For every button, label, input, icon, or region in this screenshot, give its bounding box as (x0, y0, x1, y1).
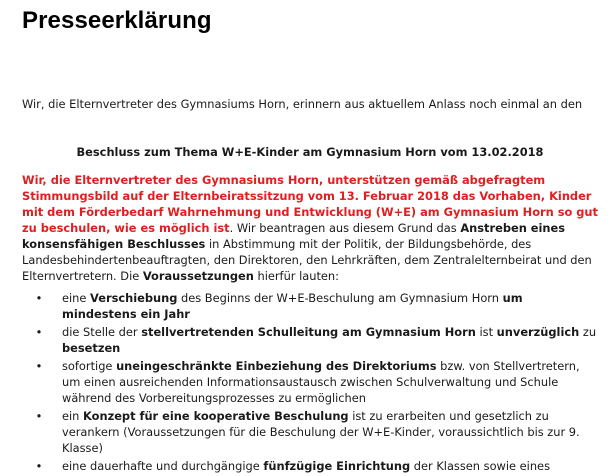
main-text-1: . Wir beantragen aus diesem Grund das (229, 221, 461, 235)
main-bold-1: Anstreben eines konsensfähigen Beschlusses (22, 221, 566, 251)
main-paragraph (22, 172, 598, 284)
list-item (22, 458, 598, 474)
bullet-icon: • (35, 325, 43, 339)
item-text: des Beginns der W+E-Beschulung am Gymnasium Horn (177, 291, 503, 305)
item-text: sofortige (62, 359, 117, 373)
item-bold: stellvertretenden Schulleitung am Gymnasium Horn (141, 325, 476, 339)
item-text: eine (62, 291, 91, 305)
main-text-3: hierfür lauten: (253, 269, 339, 283)
highlighted-statement: Wir, die Elternvertreter des Gymnasiums Horn, unterstützen gemäß abgefragtem Stimmungsbild auf der Elternbeiratssitzung vom 13. Februar 2018 das Vorhaben, Kinder mit dem Förderbedarf Wahrnehmung und Entwicklung (W+E) am Gymnasium Horn so gut zu beschulen, wie es möglich ist (22, 173, 598, 235)
item-text: ist zu erarbeiten und gesetzlich zu verankern (Voraussetzungen für die Beschulung der W+E-Kinder, voraussichtlich bis zur 9. Klasse) (62, 409, 580, 455)
main-bold-2: Voraussetzungen (142, 269, 254, 283)
item-bold: besetzen (62, 341, 121, 355)
item-bold: unverzüglich (496, 325, 580, 339)
list-item (22, 324, 598, 356)
bullet-icon: • (35, 409, 43, 423)
item-text: der Klassen sowie eines (410, 459, 550, 473)
item-text: ist (475, 325, 497, 339)
item-bold: uneingeschränkte Einbeziehung des Direktoriums (116, 359, 437, 373)
item-text: bzw. von Stellvertretern, um einen ausreichenden Informationsaustausch zwischen Schulverwaltung und Schule während des Vorbereitungsprozesses zu ermöglichen (62, 359, 580, 405)
bullet-icon: • (35, 359, 43, 373)
item-text: zu (579, 325, 597, 339)
item-bold: fünfzügige Einrichtung (263, 459, 411, 473)
resolution-heading: Beschluss zum Thema W+E-Kinder am Gymnasium Horn vom 13.02.2018 (76, 145, 544, 159)
item-bold: um mindestens ein Jahr (62, 291, 523, 321)
item-text: die Stelle der (62, 325, 142, 339)
requirements-list (22, 290, 598, 476)
intro-paragraph: Wir, die Elternvertreter des Gymnasiums Horn, erinnern aus aktuellem Anlass noch einmal an den (22, 97, 583, 111)
bullet-icon: • (35, 291, 43, 305)
item-bold: Verschiebung (90, 291, 178, 305)
list-item (22, 290, 598, 322)
item-bold: Konzept für eine kooperative Beschulung (83, 409, 349, 423)
list-item (22, 358, 598, 406)
main-text-2: in Abstimmung mit der Politik, der Bildungsbehörde, des Landesbehindertenbeauftragten, den Direktoren, den Lehrkräften, dem Zentralelternbeirat und den Elternvertretern. Die (22, 237, 592, 283)
item-text: ein (62, 409, 84, 423)
document-title: Presseerklärung (22, 7, 212, 34)
bullet-icon: • (35, 459, 43, 473)
item-text: eine dauerhafte und durchgängige (62, 459, 264, 473)
list-item (22, 408, 598, 456)
